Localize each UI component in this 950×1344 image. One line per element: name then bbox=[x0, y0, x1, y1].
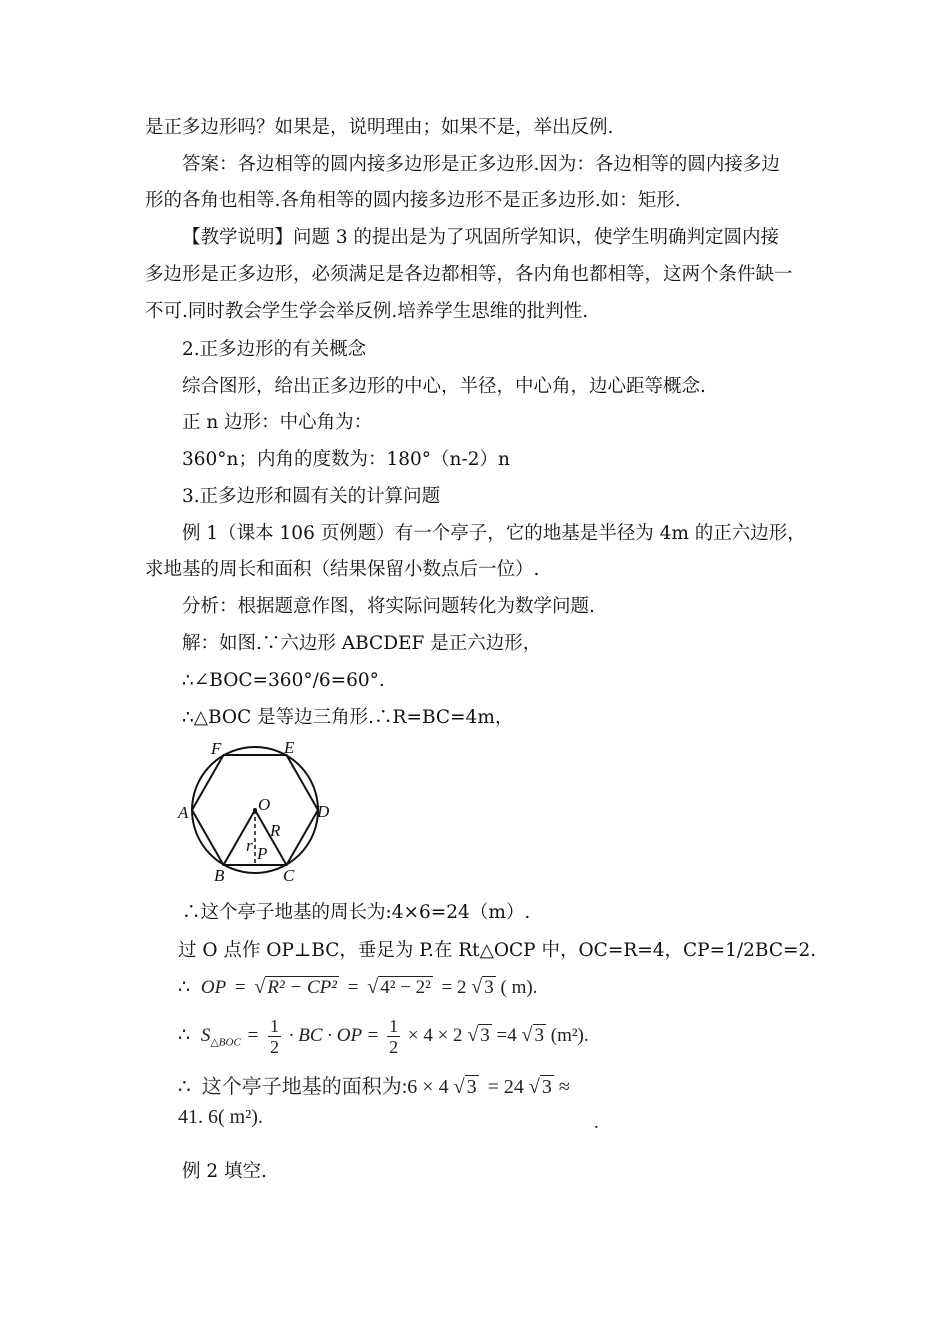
therefore-symbol: ∴ bbox=[178, 977, 191, 998]
label-O: O bbox=[258, 795, 271, 814]
therefore-symbol-3: ∴ bbox=[178, 1076, 191, 1098]
op-construction-line: 过 O 点作 OP⊥BC，垂足为 P.在 Rt△OCP 中，OC=R=4，CP=1/2BC=2. bbox=[178, 940, 817, 961]
sqrt-3-e: √ 3 bbox=[528, 1076, 552, 1098]
label-E: E bbox=[284, 738, 295, 757]
section-heading-2: 2.正多边形的有关概念 bbox=[182, 339, 367, 360]
op-symbol: OP bbox=[200, 977, 227, 998]
area-product: × 4 × 2 bbox=[407, 1024, 463, 1046]
area-unit: (m²). bbox=[550, 1024, 589, 1046]
sqrt-3-c: √ 3 bbox=[521, 1023, 544, 1046]
sqrt-3: √ 3 bbox=[471, 976, 494, 998]
sqrt-r-cp: √ R² − CP² bbox=[254, 976, 337, 998]
stray-dot: . bbox=[594, 1112, 599, 1133]
para-line-14: 分析：根据题意作图，将实际问题转化为数学问题. bbox=[182, 596, 595, 617]
equals-sign: = bbox=[234, 977, 246, 998]
example-2-heading: 例 2 填空. bbox=[182, 1161, 267, 1182]
equals-sign-2: = bbox=[347, 977, 359, 998]
sqrt-3-b: √ 3 bbox=[467, 1023, 490, 1046]
center-point bbox=[253, 808, 257, 812]
perimeter-line: ∴这个亭子地基的周长为:4×6=24（m）. bbox=[182, 902, 531, 923]
label-D: D bbox=[317, 802, 330, 821]
fraction-half-2: $\frac{1}{2}$ bbox=[389, 1016, 399, 1057]
para-line-5: 多边形是正多边形，必须满足是各边都相等，各内角也都相等，这两个条件缺一 bbox=[145, 264, 793, 285]
para-line-6: 不可.同时教会学生学会举反例.培养学生思维的批判性. bbox=[145, 301, 589, 322]
para-line-8: 综合图形，给出正多边形的中心，半径，中心角，边心距等概念. bbox=[182, 376, 706, 397]
area-symbol: S bbox=[200, 1024, 211, 1046]
section-heading-3: 3.正多边形和圆有关的计算问题 bbox=[182, 486, 441, 507]
para-line-1: 是正多边形吗？如果是，说明理由；如果不是，举出反例. bbox=[145, 117, 614, 138]
label-r: r bbox=[246, 836, 253, 855]
para-line-4: 【教学说明】问题 3 的提出是为了巩固所学知识，使学生明确判定圆内接 bbox=[182, 227, 780, 248]
label-C: C bbox=[283, 866, 295, 885]
area-middle: · BC · OP = bbox=[288, 1024, 380, 1046]
para-line-10: 360°n；内角的度数为：180°（n-2）n bbox=[182, 449, 510, 470]
para-line-13: 求地基的周长和面积（结果保留小数点后一位）. bbox=[145, 559, 540, 580]
area-eq4: =4 bbox=[496, 1024, 517, 1046]
para-line-2: 答案：各边相等的圆内接多边形是正多边形.因为：各边相等的圆内接多边 bbox=[182, 154, 780, 175]
para-line-12: 例 1（课本 106 页例题）有一个亭子，它的地基是半径为 4m 的正六边形， bbox=[182, 523, 806, 544]
hexagon-figure bbox=[170, 738, 340, 888]
para-line-9: 正 n 边形：中心角为： bbox=[182, 412, 373, 433]
total-area-result: 41. 6( m²). bbox=[178, 1106, 263, 1128]
label-B: B bbox=[214, 866, 225, 885]
fraction-half: $\frac{1}{2}$ bbox=[270, 1016, 280, 1057]
sqrt-4-2: √ 4² − 2² bbox=[367, 976, 431, 998]
total-area-text: 这个亭子地基的面积为:6 × 4 bbox=[201, 1076, 449, 1098]
sqrt-3-d: √ 3 bbox=[453, 1076, 477, 1098]
equals-sign-3: = bbox=[247, 1024, 259, 1046]
label-R: R bbox=[270, 821, 281, 840]
op-unit: ( m). bbox=[500, 977, 538, 998]
para-line-17: ∴△BOC 是等边三角形.∴R=BC=4m， bbox=[182, 707, 514, 728]
area-triangle-formula bbox=[178, 1016, 589, 1057]
area-subscript: △BOC bbox=[210, 1036, 241, 1049]
label-P: P bbox=[257, 844, 268, 863]
label-A: A bbox=[178, 803, 189, 822]
op-formula bbox=[178, 976, 537, 999]
therefore-symbol-2: ∴ bbox=[178, 1024, 191, 1046]
approx-symbol: ≈ bbox=[558, 1076, 570, 1098]
total-area-formula bbox=[178, 1070, 570, 1099]
total-area-mid: = 24 bbox=[487, 1076, 524, 1098]
op-result: = 2 bbox=[441, 977, 467, 998]
para-line-3: 形的各角也相等.各角相等的圆内接多边形不是正多边形.如：矩形. bbox=[145, 190, 681, 211]
para-line-16: ∴∠BOC=360°/6=60°. bbox=[182, 670, 385, 691]
label-F: F bbox=[211, 739, 222, 758]
para-line-15: 解：如图.∵六边形 ABCDEF 是正六边形， bbox=[182, 633, 542, 654]
